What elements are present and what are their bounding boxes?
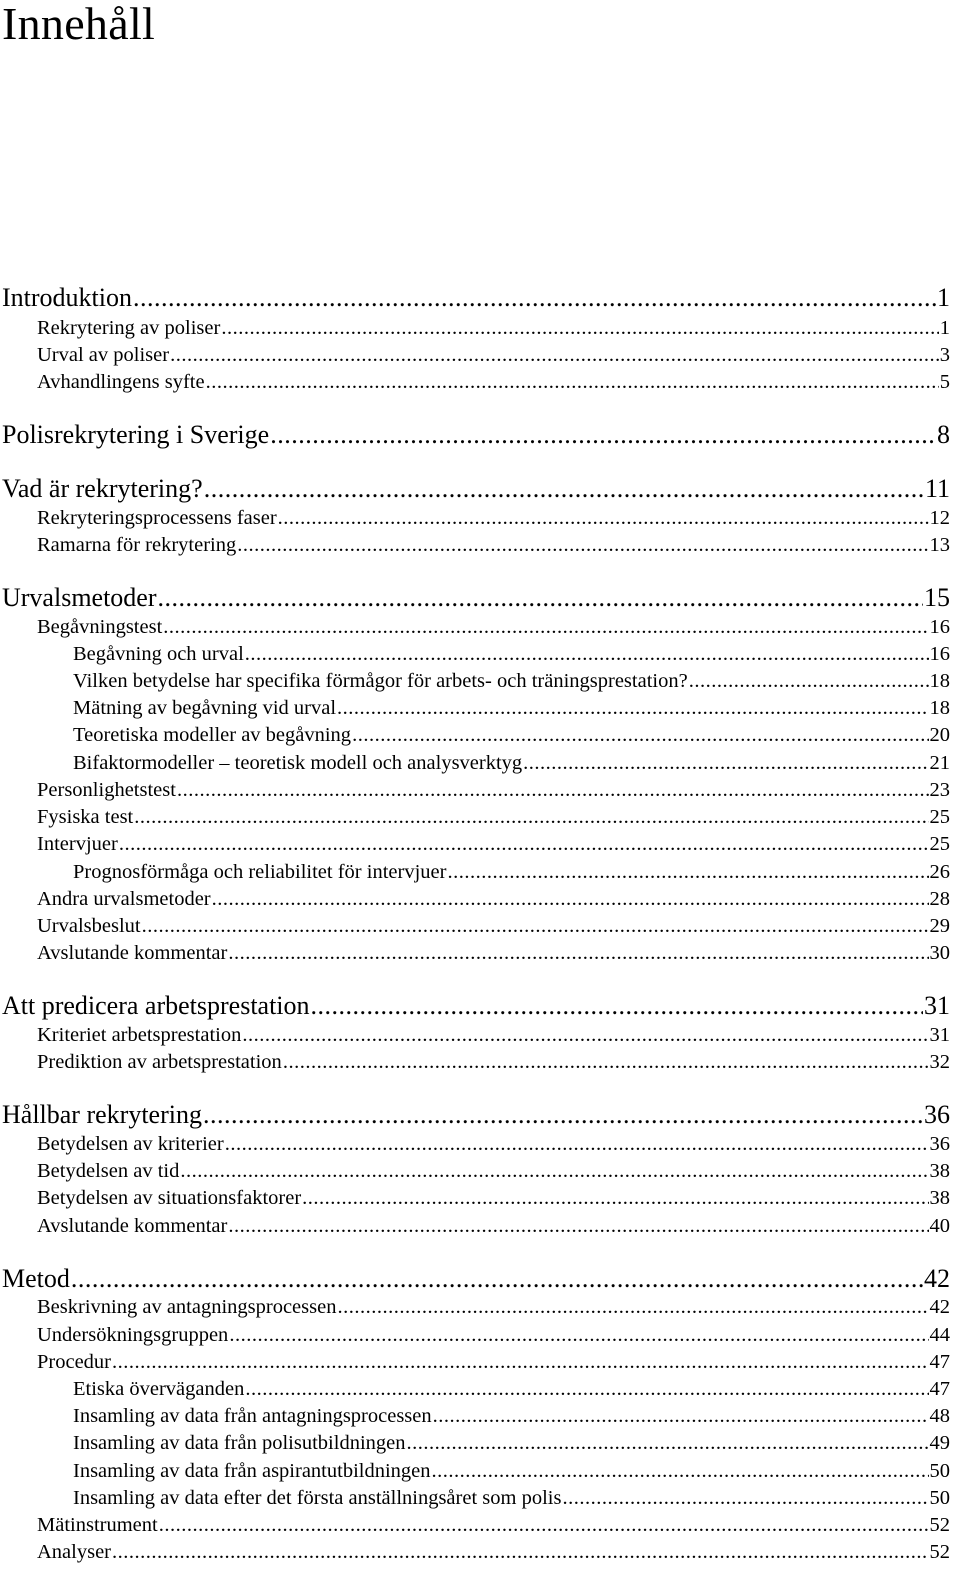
toc-dot-leader <box>245 641 929 668</box>
toc-dot-leader <box>447 859 928 886</box>
toc-entry-title: Metod <box>2 1264 70 1293</box>
toc-section-entry[interactable] <box>37 1022 950 1049</box>
toc-section-entry[interactable] <box>37 1322 950 1349</box>
toc-section-entry[interactable] <box>73 1485 950 1512</box>
toc-entry-title: Introduktion <box>2 283 132 312</box>
toc-chapter-entry[interactable] <box>2 989 950 1023</box>
toc-entry-title: Polisrekrytering i Sverige <box>2 420 270 449</box>
toc-entry-title: Ramarna för rekrytering <box>37 534 237 556</box>
toc-section-entry[interactable] <box>37 315 950 342</box>
toc-page-number: 42 <box>924 1264 950 1293</box>
toc-page-number: 36 <box>929 1133 950 1155</box>
toc-page-number: 47 <box>929 1378 950 1400</box>
toc-page-number: 16 <box>929 616 950 638</box>
toc-dot-leader <box>203 1098 923 1132</box>
toc-dot-leader <box>158 581 923 615</box>
toc-section-entry[interactable] <box>73 695 950 722</box>
toc-page-number: 18 <box>929 670 950 692</box>
toc-dot-leader <box>352 722 928 749</box>
toc-page-number: 31 <box>929 1024 950 1046</box>
toc-section-entry[interactable] <box>37 342 950 369</box>
toc-section-entry[interactable] <box>37 1539 950 1566</box>
toc-section-entry[interactable] <box>73 859 950 886</box>
toc-entry-title: Insamling av data efter det första anställningsåret som polis <box>73 1487 562 1509</box>
toc-entry-title: Insamling av data från aspirantutbildningen <box>73 1460 431 1482</box>
toc-page-number: 26 <box>929 861 950 883</box>
toc-entry-title: Avslutande kommentar <box>37 1215 228 1237</box>
toc-page-number: 12 <box>929 507 950 529</box>
toc-entry-title: Vilken betydelse har specifika förmågor för arbets- och träningsprestation? <box>73 670 688 692</box>
toc-entry-title: Urvalsmetoder <box>2 583 157 612</box>
toc-entry-title: Urvalsbeslut <box>37 915 141 937</box>
toc-section-entry[interactable] <box>37 1049 950 1076</box>
toc-section-entry[interactable] <box>37 1349 950 1376</box>
toc-dot-leader <box>432 1458 929 1485</box>
toc-dot-leader <box>212 886 929 913</box>
toc-dot-leader <box>206 369 939 396</box>
toc-dot-leader <box>337 695 928 722</box>
toc-section-entry[interactable] <box>37 532 950 559</box>
toc-dot-leader <box>228 940 928 967</box>
toc-section-entry[interactable] <box>37 1213 950 1240</box>
toc-section-entry[interactable] <box>73 1430 950 1457</box>
toc-dot-leader <box>337 1294 928 1321</box>
toc-page-number: 15 <box>924 583 950 612</box>
toc-section-entry[interactable] <box>73 668 950 695</box>
toc-section-entry[interactable] <box>37 886 950 913</box>
toc-entry-title: Vad är rekrytering? <box>2 474 203 503</box>
toc-entry-title: Urval av poliser <box>37 344 170 366</box>
page-title: Innehåll <box>2 0 156 49</box>
toc-dot-leader <box>283 1049 929 1076</box>
toc-dot-leader <box>134 804 928 831</box>
toc-chapter-entry[interactable] <box>2 581 950 615</box>
toc-section-entry[interactable] <box>37 804 950 831</box>
toc-page-number: 5 <box>939 371 950 393</box>
toc-entry-title: Intervjuer <box>37 833 118 855</box>
toc-page-number: 49 <box>929 1432 950 1454</box>
toc-page-number: 13 <box>929 534 950 556</box>
toc-section-entry[interactable] <box>37 614 950 641</box>
toc-entry-title: Beskrivning av antagningsprocessen <box>37 1296 337 1318</box>
toc-dot-leader <box>163 614 928 641</box>
toc-section-entry[interactable] <box>37 369 950 396</box>
toc-dot-leader <box>433 1403 929 1430</box>
toc-section-entry[interactable] <box>37 940 950 967</box>
toc-dot-leader <box>112 1349 928 1376</box>
toc-entry-title: Bifaktormodeller – teoretisk modell och analysverktyg <box>73 752 523 774</box>
toc-section-entry[interactable] <box>37 1294 950 1321</box>
toc-entry-title: Procedur <box>37 1351 112 1373</box>
toc-section-entry[interactable] <box>73 641 950 668</box>
toc-page-number: 44 <box>929 1324 950 1346</box>
toc-page-number: 38 <box>929 1160 950 1182</box>
toc-page-number: 40 <box>929 1215 950 1237</box>
toc-section-entry[interactable] <box>73 1403 950 1430</box>
toc-section-entry[interactable] <box>37 777 950 804</box>
toc-section-entry[interactable] <box>73 722 950 749</box>
toc-entry-title: Undersökningsgruppen <box>37 1324 229 1346</box>
toc-dot-leader <box>225 1131 929 1158</box>
toc-entry-title: Personlighetstest <box>37 779 176 801</box>
toc-entry-title: Insamling av data från antagningsprocessen <box>73 1405 432 1427</box>
toc-dot-leader <box>221 315 938 342</box>
toc-page-number: 28 <box>929 888 950 910</box>
toc-entry-title: Betydelsen av kriterier <box>37 1133 224 1155</box>
toc-page-number: 52 <box>929 1514 950 1536</box>
toc-page-number: 31 <box>924 991 950 1020</box>
toc-entry-title: Mätning av begåvning vid urval <box>73 697 337 719</box>
toc-entry-title: Hållbar rekrytering <box>2 1100 202 1129</box>
toc-dot-leader <box>228 1213 928 1240</box>
toc-dot-leader <box>562 1485 928 1512</box>
toc-dot-leader <box>142 913 929 940</box>
toc-chapter-entry[interactable] <box>2 281 950 315</box>
toc-page-number: 3 <box>939 344 950 366</box>
toc-entry-title: Andra urvalsmetoder <box>37 888 211 910</box>
toc-chapter-entry[interactable] <box>2 472 950 506</box>
toc-dot-leader <box>242 1022 928 1049</box>
toc-chapter-entry[interactable] <box>2 418 950 452</box>
toc-dot-leader <box>177 777 929 804</box>
toc-page-number: 8 <box>937 420 950 449</box>
toc-dot-leader <box>689 668 929 695</box>
toc-entry-title: Betydelsen av situationsfaktorer <box>37 1187 302 1209</box>
toc-page-number: 18 <box>929 697 950 719</box>
toc-section-entry[interactable] <box>37 1158 950 1185</box>
toc-dot-leader <box>311 989 923 1023</box>
toc-entry-title: Begåvningstest <box>37 616 163 638</box>
toc-entry-title: Fysiska test <box>37 806 134 828</box>
toc-page-number: 38 <box>929 1187 950 1209</box>
toc-page-number: 1 <box>937 283 950 312</box>
toc-page-number: 50 <box>929 1460 950 1482</box>
toc-entry-title: Avhandlingens syfte <box>37 371 205 393</box>
toc-page-number: 42 <box>929 1296 950 1318</box>
toc-page-number: 1 <box>939 317 950 339</box>
toc-dot-leader <box>180 1158 928 1185</box>
toc-page-number: 25 <box>929 833 950 855</box>
toc-chapter-entry[interactable] <box>2 1098 950 1132</box>
toc-page-number: 30 <box>929 942 950 964</box>
toc-entry-title: Rekrytering av poliser <box>37 317 221 339</box>
toc-dot-leader <box>278 505 929 532</box>
toc-entry-title: Att predicera arbetsprestation <box>2 991 310 1020</box>
toc-entry-title: Prediktion av arbetsprestation <box>37 1051 282 1073</box>
toc-page-number: 50 <box>929 1487 950 1509</box>
toc-dot-leader <box>245 1376 928 1403</box>
toc-entry-title: Betydelsen av tid <box>37 1160 180 1182</box>
toc-dot-leader <box>133 281 936 315</box>
toc-dot-leader <box>159 1512 929 1539</box>
toc-section-entry[interactable] <box>73 1376 950 1403</box>
toc-entry-title: Analyser <box>37 1541 112 1563</box>
toc-dot-leader <box>237 532 928 559</box>
toc-entry-title: Rekryteringsprocessens faser <box>37 507 277 529</box>
toc-section-entry[interactable] <box>73 750 950 777</box>
toc-page-number: 48 <box>929 1405 950 1427</box>
toc-section-entry[interactable] <box>37 831 950 858</box>
toc-dot-leader <box>270 418 936 452</box>
toc-dot-leader <box>71 1262 923 1296</box>
toc-section-entry[interactable] <box>37 1512 950 1539</box>
toc-page-number: 32 <box>929 1051 950 1073</box>
toc-entry-title: Prognosförmåga och reliabilitet för intervjuer <box>73 861 447 883</box>
toc-page-number: 23 <box>929 779 950 801</box>
toc-section-entry[interactable] <box>37 505 950 532</box>
toc-page-number: 16 <box>929 643 950 665</box>
toc-page-number: 47 <box>929 1351 950 1373</box>
toc-entry-title: Avslutande kommentar <box>37 942 228 964</box>
toc-page-number: 11 <box>924 474 950 503</box>
toc-dot-leader <box>229 1322 928 1349</box>
toc-section-entry[interactable] <box>37 913 950 940</box>
toc-page-number: 29 <box>929 915 950 937</box>
toc-dot-leader <box>204 472 924 506</box>
toc-page-number: 52 <box>929 1541 950 1563</box>
toc-page-number: 36 <box>924 1100 950 1129</box>
toc-dot-leader <box>170 342 939 369</box>
toc-section-entry[interactable] <box>37 1131 950 1158</box>
toc-dot-leader <box>119 831 929 858</box>
toc-section-entry[interactable] <box>37 1185 950 1212</box>
toc-page-number: 21 <box>929 752 950 774</box>
toc-chapter-entry[interactable] <box>2 1262 950 1296</box>
toc-dot-leader <box>112 1539 928 1566</box>
toc-entry-title: Kriteriet arbetsprestation <box>37 1024 242 1046</box>
toc-section-entry[interactable] <box>73 1458 950 1485</box>
toc-entry-title: Insamling av data från polisutbildningen <box>73 1432 406 1454</box>
toc-page-number: 20 <box>929 724 950 746</box>
toc-entry-title: Etiska överväganden <box>73 1378 245 1400</box>
toc-page-number: 25 <box>929 806 950 828</box>
toc-entry-title: Mätinstrument <box>37 1514 158 1536</box>
toc-dot-leader <box>302 1185 928 1212</box>
toc-entry-title: Begåvning och urval <box>73 643 244 665</box>
toc-dot-leader <box>406 1430 928 1457</box>
toc-entry-title: Teoretiska modeller av begåvning <box>73 724 352 746</box>
toc-dot-leader <box>523 750 928 777</box>
